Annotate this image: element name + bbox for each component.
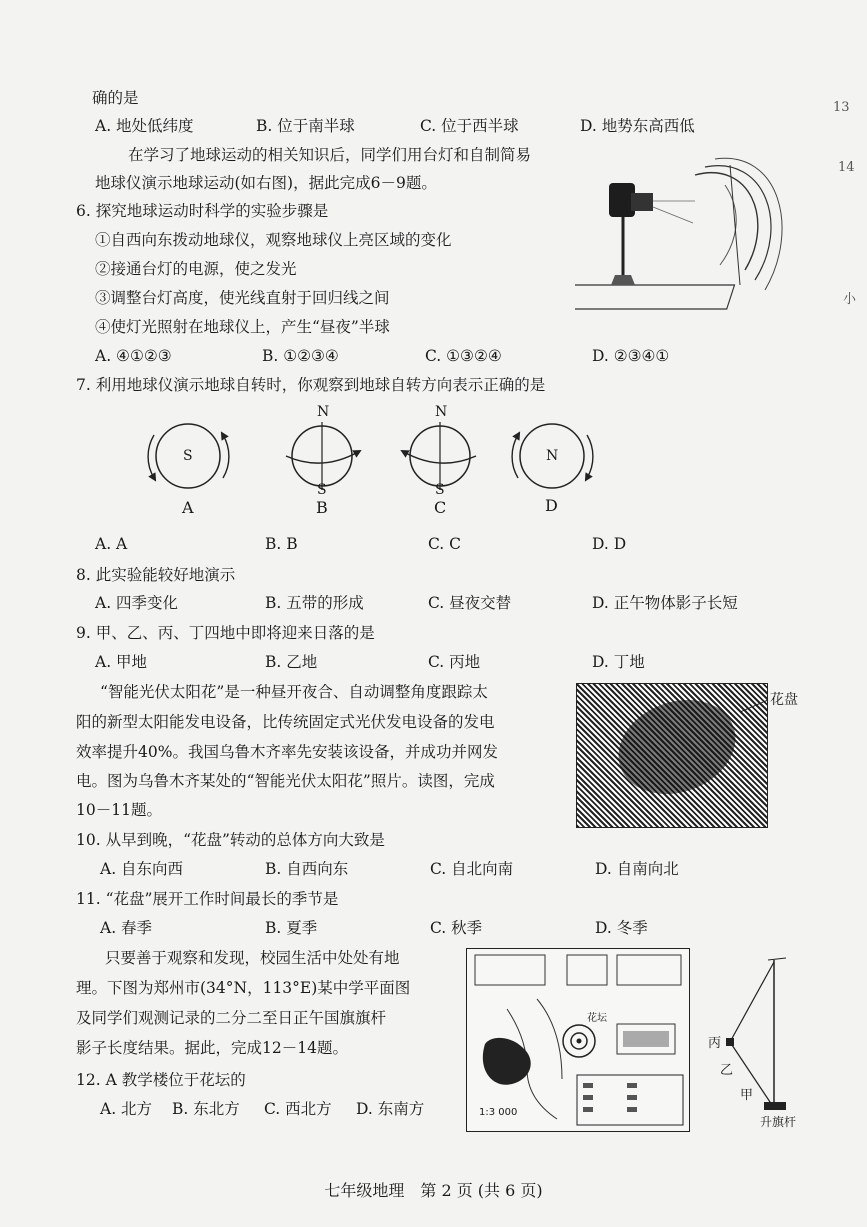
q11-stem: 11. “花盘”展开工作时间最长的季节是	[76, 890, 339, 908]
q10-option-a: A. 自东向西	[100, 860, 184, 878]
intro-10-11-line4: 电。图为乌鲁木齐某处的“智能光伏太阳花”照片。读图，完成	[76, 772, 495, 790]
q12-option-c: C. 西北方	[264, 1100, 332, 1118]
q6-step-2: ②接通台灯的电源，使之发光	[95, 260, 297, 278]
q8-stem: 8. 此实验能较好地演示	[76, 566, 236, 584]
q6-option-b: B. ①②③④	[262, 347, 339, 365]
intro-6-9-line2: 地球仪演示地球运动(如右图)，据此完成6－9题。	[95, 174, 437, 192]
q10-option-d: D. 自南向北	[595, 860, 679, 878]
q7-d-pole: N	[546, 448, 559, 464]
q7-option-b: B. B	[265, 535, 298, 553]
q6-option-a: A. ④①②③	[95, 347, 172, 365]
shadow-label-yi: 乙	[720, 1063, 734, 1078]
q6-stem: 6. 探究地球运动时科学的实验步骤是	[76, 202, 329, 220]
q7-globe-b	[286, 422, 358, 490]
q7-label-a: A	[182, 498, 194, 517]
q9-option-d: D. 丁地	[592, 653, 645, 671]
q7-option-d: D. D	[592, 535, 627, 553]
q11-option-d: D. 冬季	[595, 919, 648, 937]
photo-flower-label: 花盘	[770, 692, 798, 708]
q11-option-c: C. 秋季	[430, 919, 483, 937]
edge-mark-3: 小	[843, 292, 857, 307]
q7-option-c: C. C	[428, 535, 462, 553]
q7-globe-c	[404, 422, 476, 490]
q7-b-south: S	[317, 482, 327, 498]
map-scale: 1:3 000	[479, 1107, 518, 1118]
q7-a-pole: S	[183, 448, 193, 464]
q7-b-north: N	[317, 404, 330, 420]
q8-option-c: C. 昼夜交替	[428, 594, 512, 612]
q11-option-a: A. 春季	[100, 919, 153, 937]
q7-option-a: A. A	[95, 535, 128, 553]
q7-label-b: B	[316, 498, 328, 517]
q9-stem: 9. 甲、乙、丙、丁四地中即将迎来日落的是	[76, 624, 375, 642]
intro-6-9-line1: 在学习了地球运动的相关知识后，同学们用台灯和自制简易	[128, 146, 532, 164]
q11-option-b: B. 夏季	[265, 919, 318, 937]
q8-option-b: B. 五带的形成	[265, 594, 364, 612]
q8-option-d: D. 正午物体影子长短	[592, 594, 738, 612]
shadow-label-bing: 丙	[708, 1036, 722, 1051]
q5-stem-tail: 确的是	[92, 89, 139, 107]
q10-stem: 10. 从早到晚，“花盘”转动的总体方向大致是	[76, 831, 385, 849]
q5-option-c: C. 位于西半球	[420, 117, 519, 135]
q7-label-c: C	[434, 498, 447, 517]
q12-option-b: B. 东北方	[172, 1100, 240, 1118]
intro-10-11-line1: “智能光伏太阳花”是一种昼开夜合、自动调整角度跟踪太	[100, 683, 488, 701]
q5-option-a: A. 地处低纬度	[95, 117, 194, 135]
q6-step-4: ④使灯光照射在地球仪上，产生“昼夜”半球	[95, 318, 390, 336]
edge-mark-2: 14	[838, 160, 855, 175]
q12-stem: 12. A 教学楼位于花坛的	[76, 1071, 246, 1089]
school-plan-map	[466, 948, 690, 1132]
q6-step-3: ③调整台灯高度，使光线直射于回归线之间	[95, 289, 390, 307]
q7-c-south: S	[435, 482, 445, 498]
q8-option-a: A. 四季变化	[95, 594, 179, 612]
q12-option-a: A. 北方	[100, 1100, 153, 1118]
shadow-label-jia: 甲	[740, 1088, 754, 1103]
q6-step-1: ①自西向东拨动地球仪，观察地球仪上亮区域的变化	[95, 231, 452, 249]
flagpole-label: 升旗杆	[760, 1115, 797, 1129]
q10-option-c: C. 自北向南	[430, 860, 514, 878]
q7-stem: 7. 利用地球仪演示地球自转时，你观察到地球自转方向表示正确的是	[76, 376, 546, 394]
intro-12-14-line1: 只要善于观察和发现，校园生活中处处有地	[105, 949, 400, 967]
q5-option-b: B. 位于南半球	[256, 117, 355, 135]
intro-12-14-line3: 及同学们观测记录的二分二至日正午国旗旗杆	[76, 1009, 387, 1027]
q7-label-d: D	[545, 496, 558, 515]
q6-option-c: C. ①③②④	[425, 347, 502, 365]
edge-mark-1: 13	[833, 100, 850, 115]
intro-12-14-line4: 影子长度结果。据此，完成12－14题。	[76, 1039, 348, 1057]
q9-option-a: A. 甲地	[95, 653, 148, 671]
map-flower-label: 花坛	[587, 1013, 607, 1024]
intro-10-11-line5: 10－11题。	[76, 801, 162, 819]
intro-10-11-line2: 阳的新型太阳能发电设备，比传统固定式光伏发电设备的发电	[76, 713, 495, 731]
q12-option-d: D. 东南方	[356, 1100, 425, 1118]
intro-12-14-line2: 理。下图为郑州市(34°N，113°E)某中学平面图	[76, 979, 411, 997]
q9-option-c: C. 丙地	[428, 653, 481, 671]
intro-10-11-line3: 效率提升40%。我国乌鲁木齐率先安装该设备，并成功并网发	[76, 743, 498, 761]
q7-c-north: N	[435, 404, 448, 420]
q7-rotation-figure	[140, 400, 600, 520]
q6-option-d: D. ②③④①	[592, 347, 670, 365]
q10-option-b: B. 自西向东	[265, 860, 349, 878]
page-footer: 七年级地理 第 2 页 (共 6 页)	[324, 1181, 543, 1200]
lamp-globe-figure	[575, 145, 790, 320]
q5-option-d: D. 地势东高西低	[580, 117, 695, 135]
q9-option-b: B. 乙地	[265, 653, 318, 671]
